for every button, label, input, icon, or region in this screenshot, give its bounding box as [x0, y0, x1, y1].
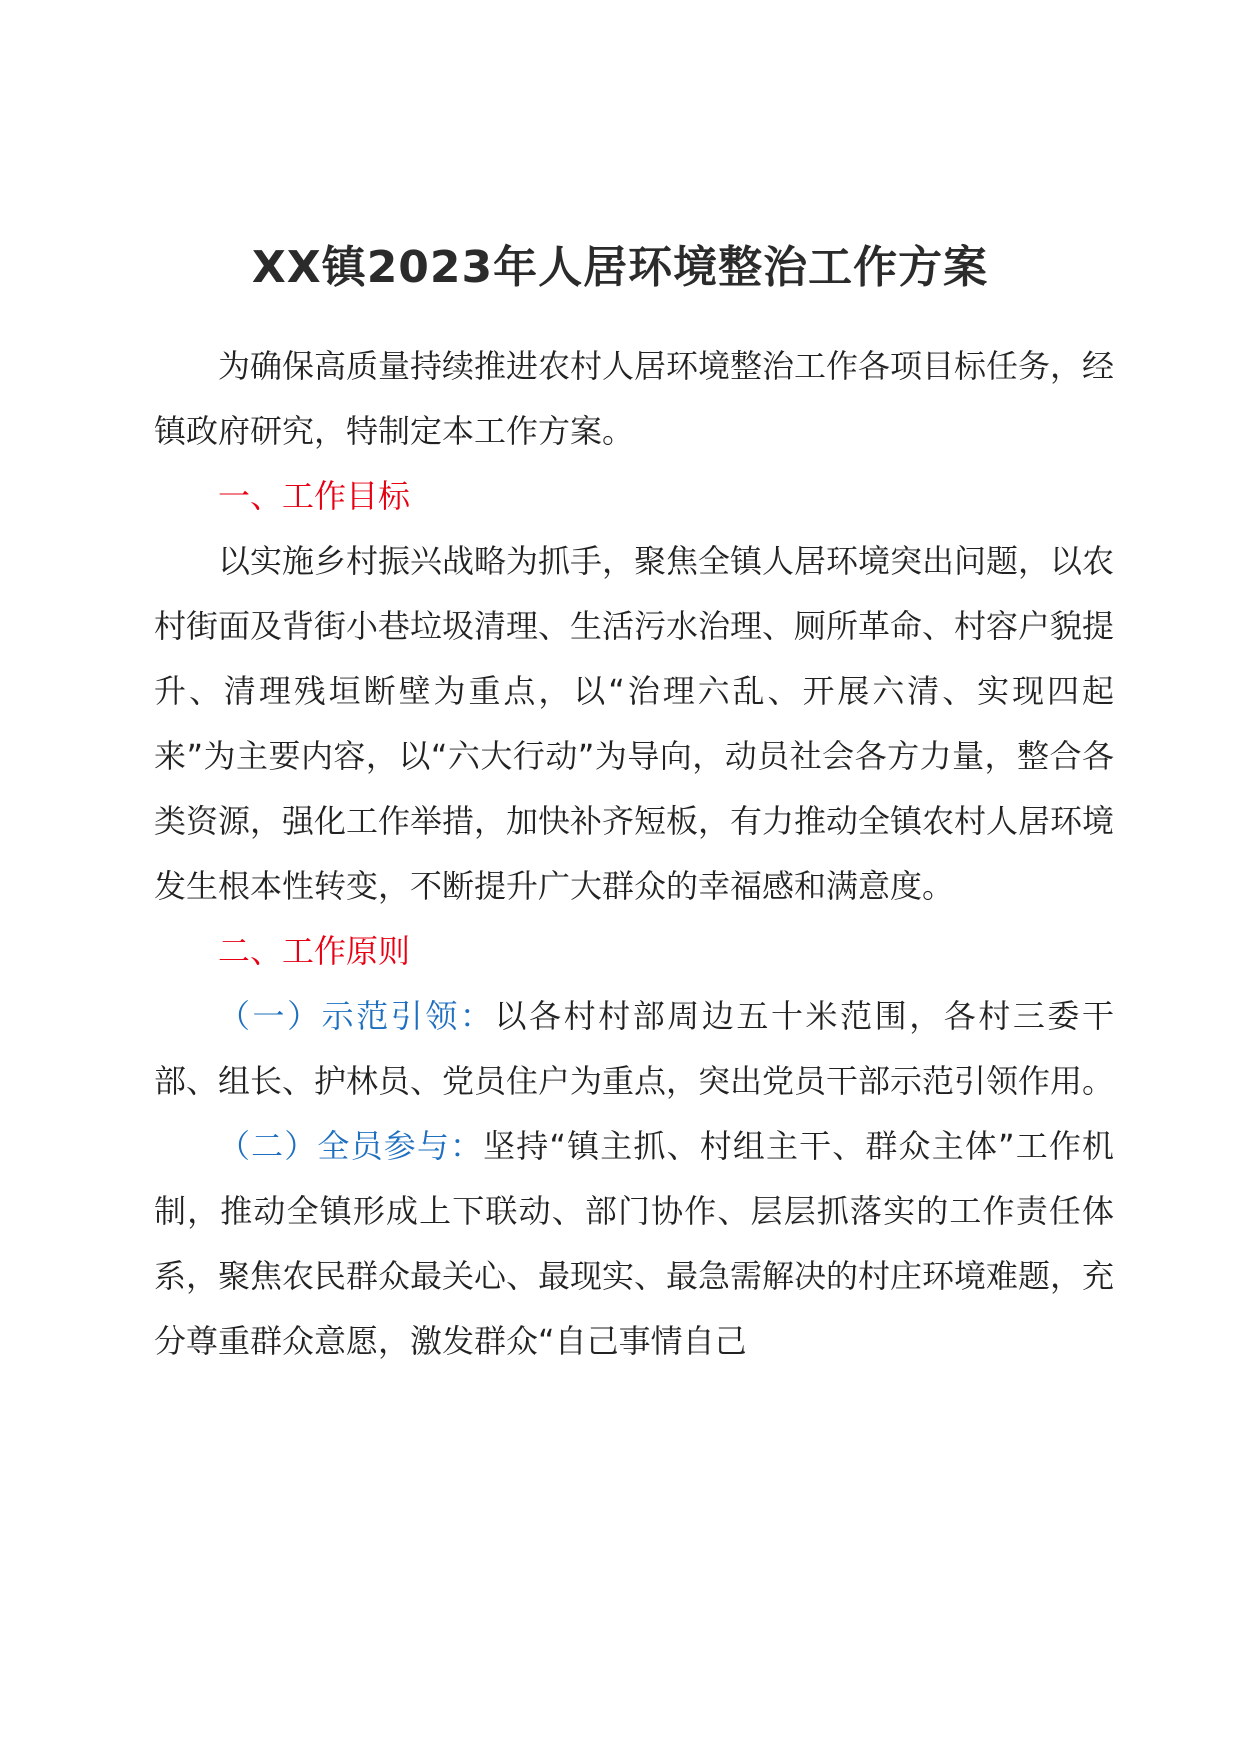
principle-paragraph-1	[154, 984, 1114, 1114]
principle-label-2: （二）全员参与：	[218, 1127, 484, 1165]
document-title: XX镇2023年人居环境整治工作方案	[251, 242, 989, 293]
goals-paragraph: 以实施乡村振兴战略为抓手，聚焦全镇人居环境突出问题，以农村街面及背街小巷垃圾清理、生活污水治理、厕所革命、村容户貌提升、清理残垣断壁为重点，以“治理六乱、开展六清、实现四起来”为主要内容，以“六大行动”为导向，动员社会各方力量，整合各类资源，强化工作举措，加快补齐短板，有力推动全镇农村人居环境发生根本性转变，不断提升广大群众的幸福感和满意度。	[154, 542, 1115, 905]
document-body	[154, 334, 1114, 1374]
principle-text-2: 坚持“镇主抓、村组主干、群众主体”工作机制，推动全镇形成上下联动、部门协作、层层抓落实的工作责任体系，聚焦农民群众最关心、最现实、最急需解决的村庄环境难题，充分尊重群众意愿，激发群众“自己事情自己	[154, 1127, 1115, 1360]
intro-paragraph: 为确保高质量持续推进农村人居环境整治工作各项目标任务，经镇政府研究，特制定本工作方案。	[154, 347, 1115, 450]
section-heading-principles: 二、工作原则	[218, 932, 411, 970]
principle-label-1: （一）示范引领：	[218, 997, 495, 1035]
principle-text-1: 以各村村部周边五十米范围，各村三委干部、组长、护林员、党员住户为重点，突出党员干部示范引领作用。	[154, 997, 1115, 1100]
principle-paragraph-2	[154, 1114, 1114, 1374]
section-heading-goals: 一、工作目标	[218, 477, 411, 515]
